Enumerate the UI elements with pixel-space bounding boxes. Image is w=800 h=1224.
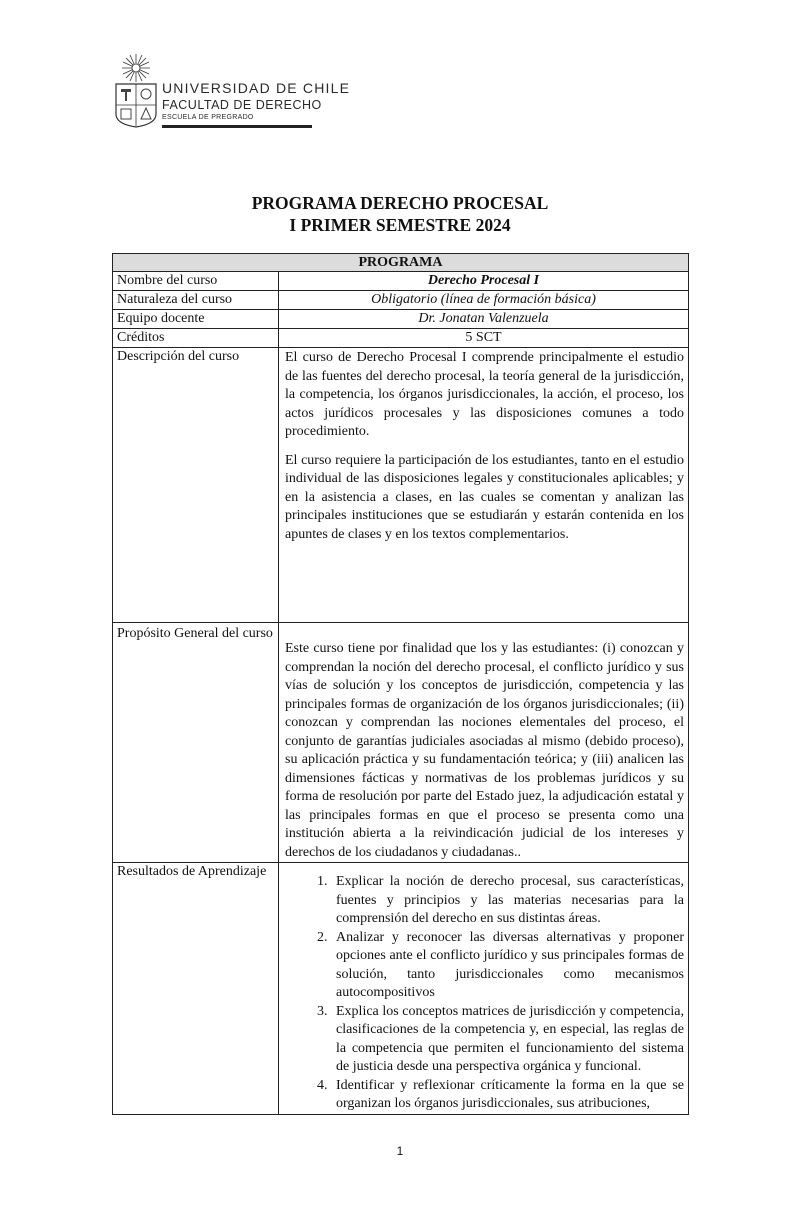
university-name: UNIVERSIDAD DE CHILE (162, 80, 351, 96)
course-name-value: Derecho Procesal I (279, 272, 689, 291)
credits-label: Créditos (113, 329, 279, 348)
program-table (112, 253, 689, 1115)
institution-header (112, 52, 351, 132)
list-item: 2. Analizar y reconocer las diversas alternativas y proponer opciones ante el conflicto jurídico y sus principales formas de solución, tanto jurisdiccionales como mecanismos autocompositivos (331, 929, 684, 1003)
document-title-line-1: PROGRAMA DERECHO PROCESAL (251, 193, 549, 213)
description-paragraph-1: El curso de Derecho Procesal I comprende principalmente el estudio de las fuentes del derecho procesal, la teoría general de la jurisdicción, la competencia, los órganos jurisdiccionales, la acción, el proceso, los actos jurídicos procesales y las disposiciones comunes a todo procedimiento. (285, 350, 684, 439)
purpose-cell (279, 623, 689, 863)
description-paragraph-2: El curso requiere la participación de los estudiantes, tanto en el estudio individual de las disposiciones legales y constitucionales aplicables; y en la asistencia a clases, en las cuales se comentan y analizan las principales instituciones que se estudiarán y estarán contenida en los apuntes de clases y en los textos complementarios. (285, 452, 684, 542)
table-row (113, 291, 689, 310)
header-divider (162, 125, 312, 128)
table-row (113, 623, 689, 863)
team-label: Equipo docente (113, 310, 279, 329)
purpose-text: Este curso tiene por finalidad que los y las estudiantes: (i) conozcan y comprendan la noción del derecho procesal, el conflicto jurídico y sus vías de solución y los conceptos de jurisdicción, competencia y las principales formas de organización de los órganos jurisdiccionales; (ii) conozcan y comprendan las nociones elementales del proceso, el conjunto de garantías judiciales asociadas al mismo (debido proceso), su aplicación práctica y su fundamentación teórica; y (iii) analicen las dimensiones fácticas y normativas de los problemas jurídicos y su forma de resolución por parte del Estado juez, la adjudicación estatal y las principales formas en que el proceso se presenta como una institución abierta a la reivindicación judicial de los intereses y derechos de los ciudadanos y ciudadanas.. (285, 641, 684, 860)
list-item: 4. Identificar y reflexionar críticamente la forma en la que se organizan los órganos jurisdiccionales, sus atribuciones, (331, 1077, 684, 1114)
description-cell (279, 348, 689, 623)
school-name: ESCUELA DE PREGRADO (162, 114, 254, 121)
nature-value: Obligatorio (línea de formación básica) (279, 291, 689, 310)
nature-label: Naturaleza del curso (113, 291, 279, 310)
faculty-name: FACULTAD DE DERECHO (162, 98, 322, 112)
table-heading: PROGRAMA (113, 254, 689, 272)
credits-value: 5 SCT (279, 329, 689, 348)
outcomes-cell (279, 863, 689, 1115)
table-row (113, 863, 689, 1115)
page-number: 1 (396, 1144, 404, 1158)
outcomes-list (283, 873, 684, 1114)
purpose-label: Propósito General del curso (113, 623, 279, 863)
outcomes-label: Resultados de Aprendizaje (113, 863, 279, 1115)
list-item: 1. Explicar la noción de derecho procesal, sus características, fuentes y principios y las materias necesarias para la comprensión del derecho en sus distintas áreas. (331, 873, 684, 929)
team-value: Dr. Jonatan Valenzuela (279, 310, 689, 329)
list-item: 3. Explica los conceptos matrices de jurisdicción y competencia, clasificaciones de la competencia y, en especial, las reglas de la competencia que permiten el funcionamiento del sistema de justicia desde una perspectiva orgánica y funcional. (331, 1003, 684, 1077)
description-label: Descripción del curso (113, 348, 279, 623)
table-row (113, 329, 689, 348)
university-crest-icon (112, 52, 160, 128)
table-row (113, 348, 689, 623)
course-name-label: Nombre del curso (113, 272, 279, 291)
table-row (113, 272, 689, 291)
document-title-line-2: I PRIMER SEMESTRE 2024 (289, 215, 511, 235)
table-row (113, 310, 689, 329)
